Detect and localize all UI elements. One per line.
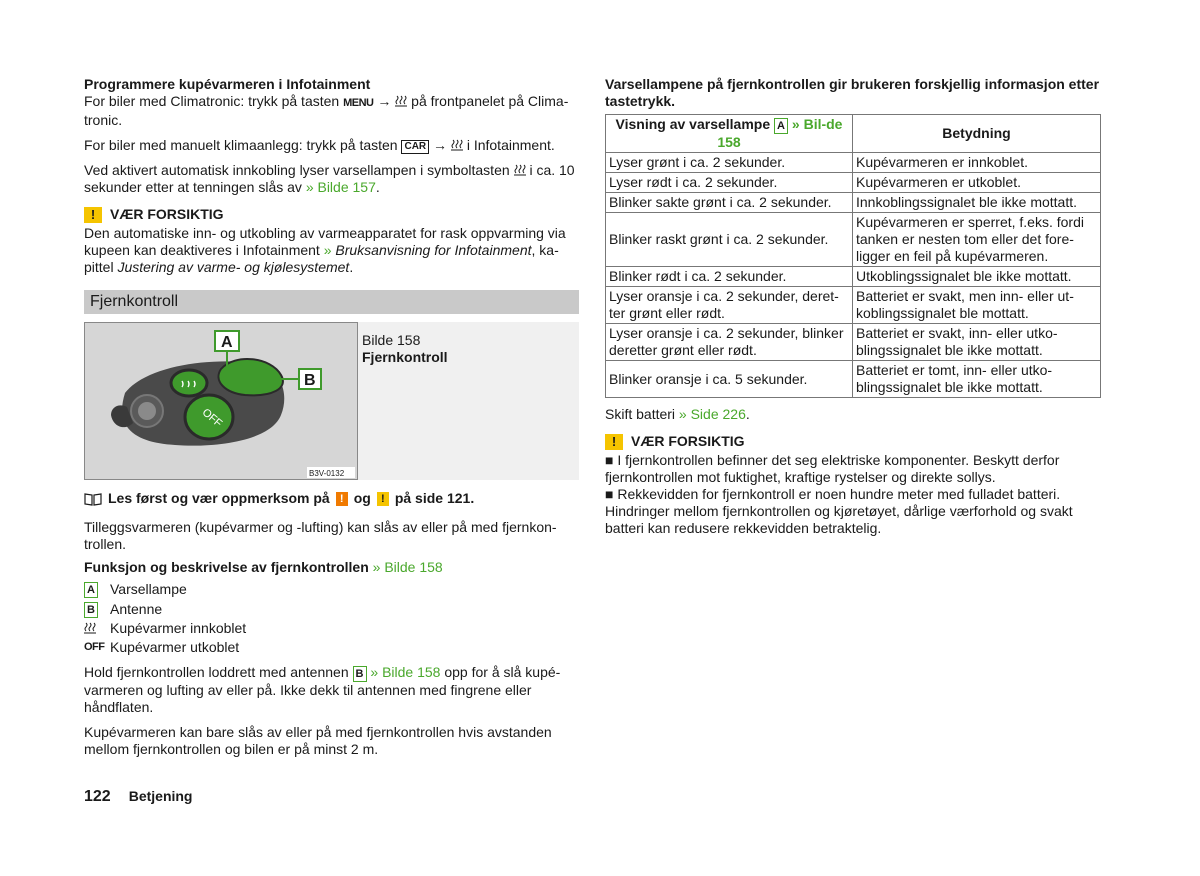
cell-indicator: Lyser grønt i ca. 2 sekunder. bbox=[606, 153, 853, 173]
read-text-a: Les først og vær oppmerksom på bbox=[108, 490, 330, 506]
caution-ref-manual: Bruksanvisning for Infotainment bbox=[335, 242, 532, 258]
cell-meaning: Batteriet er svakt, men inn- eller ut-koblingssignalet ble mottatt. bbox=[853, 287, 1101, 324]
figure-code: B3V-0132 bbox=[309, 469, 345, 478]
caution-item: ■ I fjernkontrollen befinner det seg elektriske komponenter. Beskytt derfor fjernkontrollen mot fuktighet, kraftige rystelser og direkte sollys. bbox=[605, 452, 1060, 485]
link-bilde-157[interactable]: » Bilde 157 bbox=[305, 179, 376, 195]
caption-number: Bilde 158 bbox=[362, 332, 421, 348]
header-link[interactable]: » Bil-de 158 bbox=[717, 116, 843, 150]
car-key-icon: CAR bbox=[401, 140, 429, 154]
caution-text-a: Den automatiske inn- og utkobling av varmeapparatet for rask oppvarming via kupeen kan deaktiveres i Infotainment bbox=[84, 225, 566, 258]
legend-list bbox=[84, 580, 579, 656]
paragraph-manual: For biler med manuelt klimaanlegg: trykk på tasten CAR → i Infotainment. bbox=[84, 137, 555, 153]
book-icon bbox=[84, 492, 102, 506]
legend-key-off: OFF bbox=[84, 641, 105, 653]
heater-icon bbox=[84, 622, 96, 634]
figure-label-b: B bbox=[304, 372, 316, 389]
legend-item-off bbox=[84, 639, 579, 656]
legend-text-off: Kupévarmer utkoblet bbox=[110, 639, 240, 655]
danger-icon: ! bbox=[336, 492, 348, 506]
header-meaning: Betydning bbox=[853, 115, 1101, 153]
caution-link[interactable]: » bbox=[323, 242, 332, 258]
remote-control-drawing bbox=[85, 323, 357, 479]
legend-text-a: Varsellampe bbox=[110, 580, 187, 597]
table-header-row bbox=[606, 115, 1101, 153]
p2-text-a: For biler med manuelt klimaanlegg: trykk på tasten bbox=[84, 137, 398, 153]
function-title: Funksjon og beskrivelse av fjernkontrollen bbox=[84, 559, 369, 575]
caution-list bbox=[605, 452, 1101, 537]
caution-item-text: I fjernkontrollen befinner det seg elektriske komponenter. Beskytt derfor fjernkontrollen mot fuktighet, kraftige rystelser og direkte sollys. bbox=[605, 452, 1060, 485]
caution-title: VÆR FORSIKTIG bbox=[110, 206, 224, 222]
warning-icon: ! bbox=[605, 434, 623, 450]
cell-meaning: Kupévarmeren er sperret, f.eks. fordi tanken er nesten tom eller det fore-ligger en feil på kupévarmeren. bbox=[853, 213, 1101, 267]
p2-text-b: i Infotainment. bbox=[466, 137, 555, 153]
read-text-and: og bbox=[353, 490, 371, 506]
right-column bbox=[605, 76, 1101, 537]
legend-key-a: A bbox=[84, 582, 98, 598]
caution-header bbox=[84, 206, 579, 223]
menu-key-icon: MENU bbox=[343, 97, 374, 109]
header-indicator-text: Visning av varsellampe bbox=[615, 116, 771, 132]
caution-item-text: Rekkevidden for fjernkontroll er noen hundre meter med fulladet batteri. Hindringer mellom fjernkontrollen og kjøretøyet, dårlige værforhold og svakt batteri kan redusere rekkevidden betraktelig. bbox=[605, 486, 1073, 536]
header-indicator bbox=[606, 115, 853, 153]
legend-key-b: B bbox=[84, 602, 98, 618]
p5-text-b: opp for å slå kupé-varmeren og lufting av eller på. Ikke dekk til antennen med fingrene eller håndflaten. bbox=[84, 664, 561, 715]
cell-meaning: Kupévarmeren er utkoblet. bbox=[853, 173, 1101, 193]
caution-ref-chapter: Justering av varme- og kjølesystemet bbox=[117, 259, 350, 275]
battery-note: Skift batteri » Side 226. bbox=[605, 406, 750, 422]
heater-icon bbox=[395, 95, 407, 107]
link-side-226[interactable]: » Side 226 bbox=[678, 406, 746, 422]
caution-item: ■ Rekkevidden for fjernkontroll er noen hundre meter med fulladet batteri. Hindringer mellom fjernkontrollen og kjøretøyet, dårlige værforhold og svakt batteri kan redusere rekkevidden betraktelig. bbox=[605, 486, 1073, 536]
table-intro: Varsellampene på fjernkontrollen gir brukeren forskjellig informasjon etter tastetrykk. bbox=[605, 76, 1100, 109]
table-row bbox=[606, 361, 1101, 398]
remote-control-image bbox=[84, 322, 358, 480]
cell-meaning: Batteriet er tomt, inn- eller utko-blingssignalet ble ikke mottatt. bbox=[853, 361, 1101, 398]
caption-title: Fjernkontroll bbox=[362, 349, 448, 365]
cell-indicator: Lyser oransje i ca. 2 sekunder, deret-ter grønt eller rødt. bbox=[606, 287, 853, 324]
cell-meaning: Utkoblingssignalet ble ikke mottatt. bbox=[853, 267, 1101, 287]
legend-text-b: Antenne bbox=[110, 600, 163, 617]
figure-caption bbox=[358, 322, 579, 480]
paragraph-auto: Ved aktivert automatisk innkobling lyser varsellampen i symboltasten i ca. 10 sekunder etter at tenningen slås av » Bilde 157. bbox=[84, 162, 575, 195]
cell-indicator: Blinker raskt grønt i ca. 2 sekunder. bbox=[606, 213, 853, 267]
section-title-remote: Fjernkontroll bbox=[84, 290, 579, 314]
p1-text-b: på frontpanelet på Clima-tronic. bbox=[84, 93, 569, 128]
left-column bbox=[84, 76, 579, 766]
p3-text-b: i ca. 10 sekunder etter at tenningen slås av bbox=[84, 162, 575, 195]
table-row bbox=[606, 287, 1101, 324]
cell-indicator: Lyser oransje i ca. 2 sekunder, blinker deretter grønt eller rødt. bbox=[606, 324, 853, 361]
cell-meaning: Kupévarmeren er innkoblet. bbox=[853, 153, 1101, 173]
page-footer bbox=[84, 788, 192, 805]
antenna-key: B bbox=[353, 666, 367, 682]
heater-icon bbox=[451, 139, 463, 151]
page-number: 122 bbox=[84, 788, 111, 805]
p5-text-a: Hold fjernkontrollen loddrett med antennen bbox=[84, 664, 349, 680]
off-button-label: OFF bbox=[199, 406, 225, 430]
cell-indicator: Lyser rødt i ca. 2 sekunder. bbox=[606, 173, 853, 193]
cell-indicator: Blinker sakte grønt i ca. 2 sekunder. bbox=[606, 193, 853, 213]
link-bilde-158[interactable]: » Bilde 158 bbox=[372, 559, 443, 575]
table-row bbox=[606, 153, 1101, 173]
read-first-note bbox=[84, 490, 579, 507]
cell-indicator: Blinker rødt i ca. 2 sekunder. bbox=[606, 267, 853, 287]
legend-item-b bbox=[84, 600, 579, 618]
paragraph-remote-intro: Tilleggsvarmeren (kupévarmer og -lufting) kan slås av eller på med fjernkon-trollen. bbox=[84, 519, 557, 552]
figure-158 bbox=[84, 322, 579, 480]
caution-text-b: , ka-pittel bbox=[84, 242, 559, 275]
legend-text-heat: Kupévarmer innkoblet bbox=[110, 620, 247, 636]
legend-item-a bbox=[84, 580, 579, 598]
link-bilde-158-b[interactable]: » Bilde 158 bbox=[370, 664, 441, 680]
cell-meaning: Innkoblingssignalet ble ikke mottatt. bbox=[853, 193, 1101, 213]
indicator-table bbox=[605, 114, 1101, 398]
caution-title-2: VÆR FORSIKTIG bbox=[631, 433, 745, 449]
table-row bbox=[606, 213, 1101, 267]
cell-meaning: Batteriet er svakt, inn- eller utko-blingssignalet ble ikke mottatt. bbox=[853, 324, 1101, 361]
read-text-b: på side 121. bbox=[394, 490, 475, 506]
p3-text-a: Ved aktivert automatisk innkobling lyser varsellampen i symboltasten bbox=[84, 162, 510, 178]
figure-label-a: A bbox=[221, 334, 233, 351]
table-row bbox=[606, 193, 1101, 213]
paragraph-distance: Kupévarmeren kan bare slås av eller på med fjernkontrollen hvis avstanden mellom fjernkontrollen og bilen er på minst 2 m. bbox=[84, 724, 552, 757]
caution-icon: ! bbox=[377, 492, 389, 506]
warning-icon: ! bbox=[84, 207, 102, 223]
table-row bbox=[606, 267, 1101, 287]
header-key-a: A bbox=[774, 118, 788, 134]
battery-text: Skift batteri bbox=[605, 406, 676, 422]
heading-programming: Programmere kupévarmeren i Infotainment bbox=[84, 76, 371, 92]
legend-item-heat bbox=[84, 620, 579, 637]
caution-text: Den automatiske inn- og utkobling av varmeapparatet for rask oppvarming via kupeen kan deaktiveres i Infotainment » Bruksanvisning for Infotainment, ka-pittel Justering av varme- og kjølesystemet. bbox=[84, 225, 566, 275]
footer-section: Betjening bbox=[128, 788, 193, 804]
cell-indicator: Blinker oransje i ca. 5 sekunder. bbox=[606, 361, 853, 398]
caution-header-2 bbox=[605, 433, 1101, 450]
paragraph-climatronic: For biler med Climatronic: trykk på tasten MENU → på frontpanelet på Clima-tronic. bbox=[84, 93, 569, 128]
table-row bbox=[606, 324, 1101, 361]
function-heading bbox=[84, 559, 579, 576]
p1-text-a: For biler med Climatronic: trykk på tasten bbox=[84, 93, 340, 109]
heater-icon bbox=[514, 164, 526, 176]
paragraph-hold bbox=[84, 664, 579, 716]
table-row bbox=[606, 173, 1101, 193]
